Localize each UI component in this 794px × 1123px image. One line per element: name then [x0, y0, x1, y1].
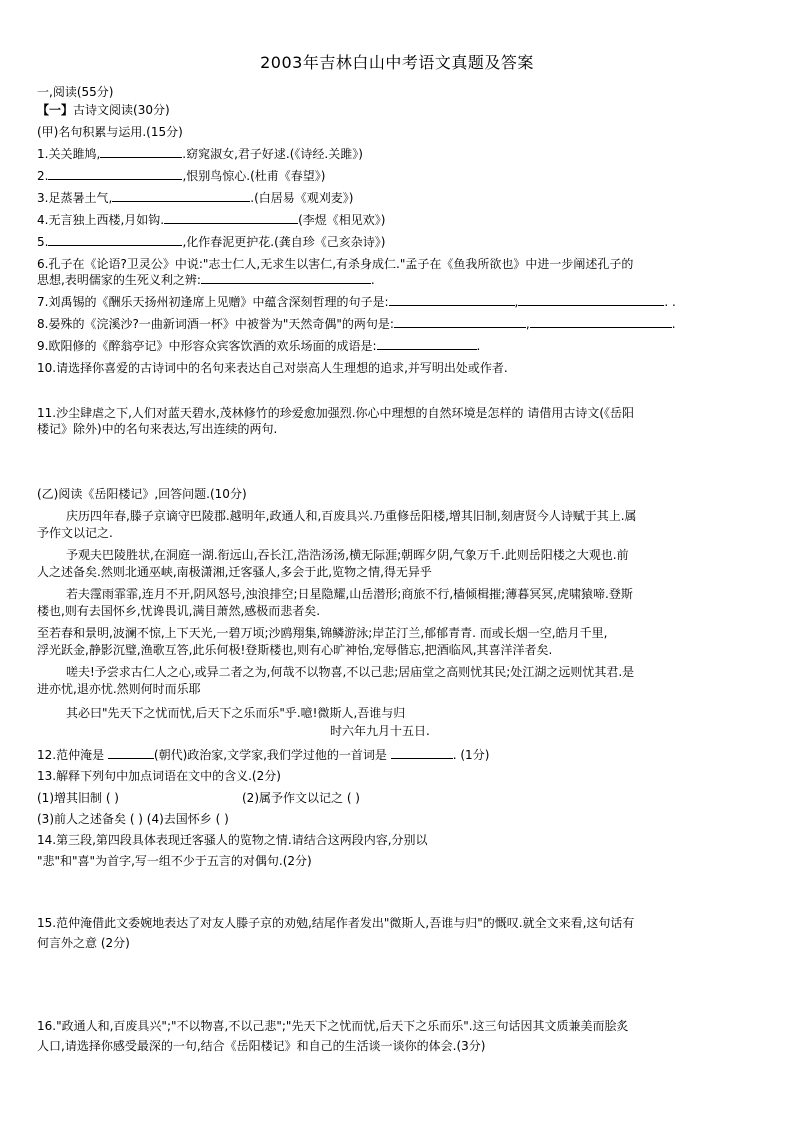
part-heading: [37, 102, 767, 118]
question-16-cont: 人口,请选择你感受最深的一句,结合《岳阳楼记》和自己的生活谈一谈你的体会.(3分): [37, 1039, 486, 1053]
answer-blank[interactable]: [112, 190, 250, 202]
answer-blank[interactable]: [48, 234, 182, 246]
question-4: 4.无言独上西楼,月如钩. (李煜《相见欢》): [37, 213, 386, 227]
part-label: 古诗文阅读(30分): [73, 103, 170, 117]
answer-blank[interactable]: [48, 168, 182, 180]
question-10: 10.请选择你喜爱的古诗词中的名句来表达自己对崇高人生理想的追求,并写明出处或作者.: [37, 361, 508, 375]
answer-blank[interactable]: [530, 316, 672, 328]
question-15-cont: 何言外之意 (2分): [37, 936, 130, 950]
question-14-cont: "悲"和"喜"为首字,写一组不少于五言的对偶句.(2分): [37, 854, 312, 868]
passage-paragraph-1: 庆历四年春,滕子京谪守巴陵郡.越明年,政通人和,百废具兴.乃重修岳阳楼,增其旧制,刻唐贤今人诗赋于其上.属: [66, 509, 637, 523]
passage-date: 时六年九月十五日.: [330, 724, 430, 738]
answer-blank[interactable]: [389, 294, 515, 306]
answer-blank[interactable]: [377, 338, 477, 350]
passage-paragraph-1-cont: 予作文以记之.: [37, 526, 113, 540]
answer-blank[interactable]: [164, 212, 298, 224]
subpart-heading: (乙)阅读《岳阳楼记》,回答问题.(10分): [37, 487, 247, 501]
question-2: 2. ,恨别鸟惊心.(杜甫《春望》): [37, 169, 326, 183]
question-9: 9.欧阳修的《醉翁亭记》中形容众宾客饮酒的欢乐场面的成语是: .: [37, 339, 481, 353]
question-11-cont: 楼记》除外)中的名句来表达,写出连续的两句.: [37, 422, 278, 436]
passage-paragraph-4-cont: 浮光跃金,静影沉璧,渔歌互答,此乐何极!登斯楼也,则有心旷神怡,宠辱偕忘,把酒临风,其喜洋洋者矣.: [37, 643, 553, 657]
question-13: 13.解释下列句中加点词语在文中的含义.(2分): [37, 769, 281, 783]
question-15: 15.范仲淹借此文委婉地表达了对友人滕子京的劝勉,结尾作者发出"微斯人,吾谁与归"的慨叹.就全文来看,这句话有: [37, 916, 635, 930]
question-13-item-3: (3)前人之述备矣 ( ) (4)去国怀乡 ( ): [37, 812, 229, 826]
answer-blank[interactable]: [108, 747, 154, 759]
passage-paragraph-3-cont: 楼也,则有去国怀乡,忧谗畏讥,满目萧然,感极而悲者矣.: [37, 604, 321, 618]
passage-paragraph-5-cont: 进亦忧,退亦忧.然则何时而乐耶: [37, 682, 201, 696]
answer-blank[interactable]: [518, 294, 664, 306]
passage-paragraph-5: 嗟夫!予尝求古仁人之心,或异二者之为,何哉不以物喜,不以己悲;居庙堂之高则忧其民;处江湖之远则忧其君.是: [66, 665, 635, 679]
question-11: 11.沙尘肆虐之下,人们对蓝天碧水,茂林修竹的珍爱愈加强烈.你心中理想的自然环境是怎样的 请借用古诗文(《岳阳: [37, 406, 635, 420]
question-16: 16."政通人和,百废具兴";"不以物喜,不以己悲";"先天下之忧而忧,后天下之乐而乐".这三句话因其文质兼美而脍炙: [37, 1019, 629, 1033]
question-6: 6.孔子在《论语?卫灵公》中说:"志士仁人,无求生以害仁,有杀身成仁."孟子在《鱼我所欲也》中进一步阐述孔子的: [37, 257, 634, 271]
section-heading: 一,阅读(55分): [37, 85, 114, 99]
question-7: 7.刘禹锡的《酬乐天扬州初逢席上见赠》中蕴含深刻哲理的句子是: , . .: [37, 295, 676, 309]
page-title: 2003年吉林白山中考语文真题及答案: [260, 53, 534, 72]
answer-blank[interactable]: [100, 146, 182, 158]
question-1: 1.关关雎鸠, .窈窕淑女,君子好逑.(《诗经.关雎》): [37, 147, 363, 161]
subpart-heading: (甲)名句积累与运用.(15分): [37, 125, 183, 139]
passage-paragraph-3: 若夫霪雨霏霏,连月不开,阴风怒号,浊浪排空;日星隐耀,山岳潜形;商旅不行,樯倾楫摧;薄暮冥冥,虎啸猿啼.登斯: [66, 587, 633, 601]
passage-paragraph-2-cont: 人之述备矣.然则北通巫峡,南极潇湘,迁客骚人,多会于此,览物之情,得无异乎: [37, 565, 432, 579]
question-3: 3.足蒸暑土气, .(白居易《观刈麦》): [37, 191, 354, 205]
question-5: 5. ,化作春泥更护花.(龚自珍《己亥杂诗》): [37, 235, 386, 249]
passage-paragraph-4: 至若春和景明,波澜不惊,上下天光,一碧万顷;沙鸥翔集,锦鳞游泳;岸芷汀兰,郁郁青青. 而或长烟一空,皓月千里,: [37, 626, 608, 640]
question-6-cont: 思想,表明儒家的生死义利之辨: .: [37, 273, 375, 287]
passage-paragraph-6: 其必曰"先天下之忧而忧,后天下之乐而乐"乎.噫!微斯人,吾谁与归: [66, 706, 406, 720]
question-8: 8.晏殊的《浣溪沙?一曲新词酒一杯》中被誉为"天然奇偶"的两句是: , .: [37, 317, 676, 331]
answer-blank[interactable]: [394, 316, 526, 328]
passage-paragraph-2: 予观夫巴陵胜状,在洞庭一湖.衔远山,吞长江,浩浩汤汤,横无际涯;朝晖夕阴,气象万千.此则岳阳楼之大观也.前: [66, 548, 629, 562]
part-bracket: 【一】: [37, 103, 74, 117]
question-14: 14.第三段,第四段具体表现迁客骚人的览物之情.请结合这两段内容,分别以: [37, 833, 428, 847]
answer-blank[interactable]: [201, 272, 371, 284]
answer-blank[interactable]: [391, 747, 453, 759]
question-12: 12.范仲淹是 (朝代)政治家,文学家,我们学过他的一首词是 . (1分): [37, 748, 490, 762]
question-13-item-1: (1)增其旧制 ( ) (2)属予作文以记之 ( ): [37, 791, 360, 805]
